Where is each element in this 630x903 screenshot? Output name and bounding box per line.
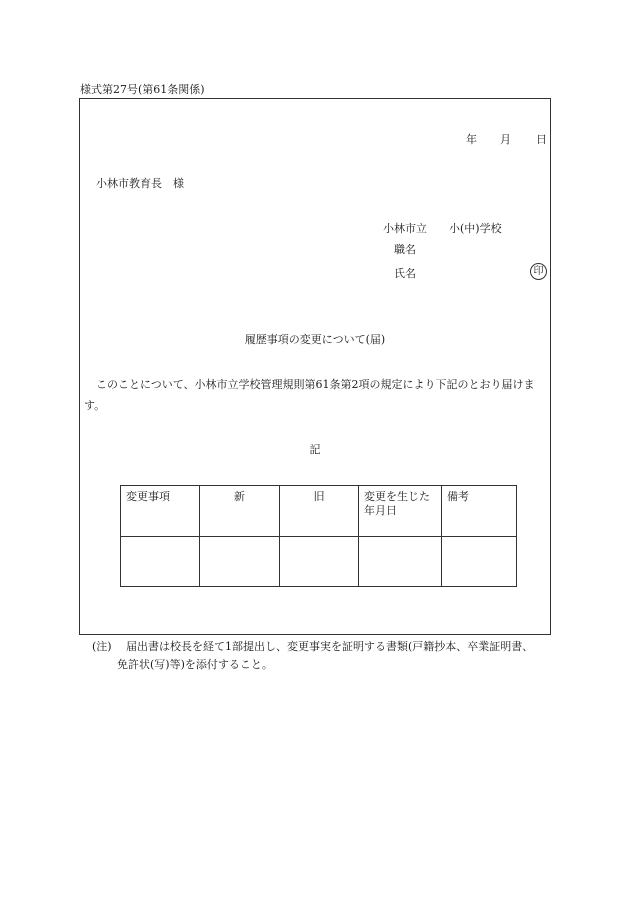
table-row [121, 537, 517, 587]
date-month: 月 [500, 133, 511, 146]
document-title: 履歴事項の変更について(届) [244, 333, 386, 346]
header-old: 旧 [280, 486, 359, 537]
table-header-row [121, 486, 517, 537]
addressee: 小林市教育長 様 [96, 177, 184, 190]
sender-name-label: 氏名 [394, 267, 416, 280]
cell-old[interactable] [280, 537, 359, 587]
header-item: 変更事項 [121, 486, 200, 537]
note-line-2: 免許状(写)等)を添付すること。 [117, 658, 273, 671]
change-table [120, 485, 517, 587]
seal-mark: 印 [530, 263, 547, 280]
header-remarks: 備考 [442, 486, 517, 537]
date-year: 年 [466, 133, 477, 146]
sender-school: 小林市立 小(中)学校 [383, 222, 502, 235]
ki-heading: 記 [309, 443, 321, 456]
date-day: 日 [536, 133, 547, 146]
body-text: このことについて、小林市立学校管理規則第61条第2項の規定により下記のとおり届けます。 [84, 378, 535, 412]
header-change-date: 変更を生じた年月日 [359, 486, 442, 537]
note-label: (注) [92, 640, 112, 653]
form-number: 様式第27号(第61条関係) [80, 83, 205, 96]
cell-change-date[interactable] [359, 537, 442, 587]
header-new: 新 [200, 486, 280, 537]
cell-new[interactable] [200, 537, 280, 587]
cell-item[interactable] [121, 537, 200, 587]
cell-remarks[interactable] [442, 537, 517, 587]
note-line-1: 届出書は校長を経て1部提出し、変更事実を証明する書類(戸籍抄本、卒業証明書、 [126, 640, 534, 653]
sender-post-label: 職名 [394, 243, 416, 256]
